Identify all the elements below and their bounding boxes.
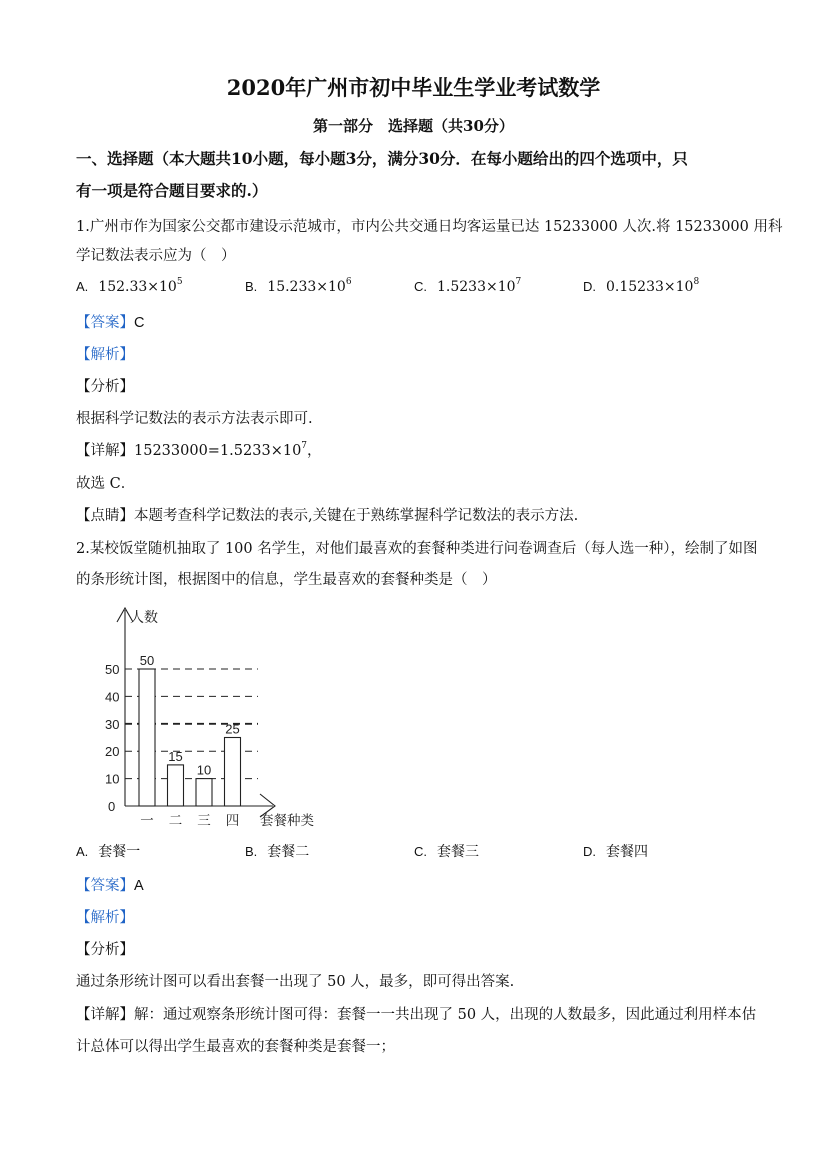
option-letter: D. — [583, 279, 596, 294]
option-exponent: 5 — [176, 277, 183, 287]
q1-guxuan: 故选 C． — [76, 476, 136, 492]
q2-option-d — [583, 841, 648, 861]
q1-option-a — [76, 277, 183, 295]
option-letter: C. — [414, 844, 427, 859]
option-exponent: 7 — [515, 277, 522, 287]
option-value: 152.33×10 — [98, 279, 177, 295]
option-letter: B. — [245, 279, 258, 294]
q1-fenxi-tag: 【分析】 — [76, 379, 134, 395]
y-tick-label: 40 — [105, 689, 120, 705]
data-label: 10 — [196, 762, 212, 778]
q1-dianjing — [76, 504, 578, 525]
q1-xiangjie — [76, 439, 322, 460]
xiangjie-value: 15233000=1.5233×10 — [134, 443, 302, 459]
y-tick-label: 30 — [105, 716, 120, 732]
q2-fenxi-text: 通过条形统计图可以看出套餐一出现了 50 人，最多，即可得出答案. — [76, 974, 515, 990]
y-tick-label: 10 — [105, 771, 120, 787]
q1-stem-line1: 1.广州市作为国家公交都市建设示范城市，市内公共交通日均客运量已达 15233000 人次.将 15233000 用科 — [76, 219, 783, 235]
q2-option-b — [245, 841, 309, 861]
option-value: 1.5233×10 — [437, 279, 516, 295]
dianjing-text: 本题考查科学记数法的表示,关键在于熟练掌握科学记数法的表示方法. — [134, 508, 579, 524]
q2-option-c — [414, 841, 479, 861]
option-exponent: 6 — [345, 277, 352, 287]
bar-1 — [139, 669, 155, 806]
page-title: 2020年广州市初中毕业生学业考试数学 — [226, 75, 601, 100]
answer-tag: 【答案】 — [76, 878, 134, 894]
bar-3 — [196, 779, 212, 806]
option-text: 套餐四 — [606, 844, 648, 860]
q2-jiexi-tag: 【解析】 — [76, 910, 134, 926]
q1-stem-line2: 学记数法表示应为（ ） — [76, 248, 236, 264]
q2-option-a — [76, 841, 140, 861]
y-tick-label: 0 — [108, 799, 116, 814]
answer-tag: 【答案】 — [76, 315, 134, 331]
answer-value: A — [134, 878, 144, 894]
answer-value: C — [134, 315, 145, 331]
y-tick-label: 20 — [105, 744, 120, 760]
option-exponent: 8 — [693, 277, 700, 287]
option-letter: A. — [76, 279, 89, 294]
q2-xiangjie-line1 — [76, 1003, 756, 1024]
q2-fenxi-tag: 【分析】 — [76, 942, 134, 958]
q2-answer — [76, 874, 144, 895]
option-letter: C. — [414, 279, 427, 294]
option-text: 套餐二 — [267, 844, 310, 860]
q1-option-b — [245, 277, 352, 295]
category-label: 三 — [197, 813, 211, 828]
option-letter: D. — [583, 844, 596, 859]
bar-2 — [168, 765, 184, 806]
q1-jiexi-tag: 【解析】 — [76, 347, 134, 363]
y-tick-label: 50 — [105, 662, 120, 677]
category-label: 二 — [168, 813, 183, 828]
option-value: 0.15233×10 — [606, 279, 694, 295]
q1-fenxi-text: 根据科学记数法的表示方法表示即可. — [76, 411, 313, 427]
section-heading-line1: 一、选择题（本大题共10小题，每小题3分，满分30分．在每小题给出的四个选项中，只 — [76, 149, 688, 168]
option-text: 套餐一 — [98, 844, 141, 860]
option-value: 15.233×10 — [267, 279, 346, 295]
option-letter: A. — [76, 844, 89, 859]
data-label: 25 — [225, 721, 240, 737]
q2-xiangjie-line2: 计总体可以得出学生最喜欢的套餐种类是套餐一； — [76, 1039, 395, 1055]
category-label: 一 — [140, 813, 154, 828]
q2-stem-line1: 2.某校饭堂随机抽取了 100 名学生，对他们最喜欢的套餐种类进行问卷调查后（每人选一种），绘制了如图 — [76, 541, 758, 557]
xiangjie-tag: 【详解】 — [76, 1007, 134, 1023]
data-label: 50 — [139, 653, 155, 668]
option-text: 套餐三 — [437, 844, 479, 860]
q1-answer — [76, 311, 144, 332]
xiangjie-exponent: 7 — [301, 441, 308, 451]
data-label: 15 — [168, 748, 183, 764]
xiangjie-tag: 【详解】 — [76, 443, 134, 459]
category-label: 四 — [225, 813, 240, 828]
q1-option-c — [414, 277, 521, 295]
q1-option-d — [583, 277, 699, 295]
q2-stem-line2: 的条形统计图，根据图中的信息，学生最喜欢的套餐种类是（ ） — [76, 572, 497, 588]
bar-chart — [102, 603, 342, 831]
y-axis-label: 人数 — [130, 609, 158, 625]
xiangjie-end: ， — [307, 443, 322, 459]
x-axis-label: 套餐种类 — [260, 813, 314, 828]
section-heading-line2: 有一项是符合题目要求的.） — [76, 181, 268, 200]
dianjing-tag: 【点睛】 — [76, 508, 134, 524]
part-subtitle: 第一部分 选择题（共30分） — [313, 117, 514, 135]
bar-4 — [225, 738, 241, 807]
option-letter: B. — [245, 844, 258, 859]
xiangjie-text: 解：通过观察条形统计图可得：套餐一一共出现了 50 人，出现的人数最多，因此通过利用样本估 — [134, 1007, 757, 1023]
